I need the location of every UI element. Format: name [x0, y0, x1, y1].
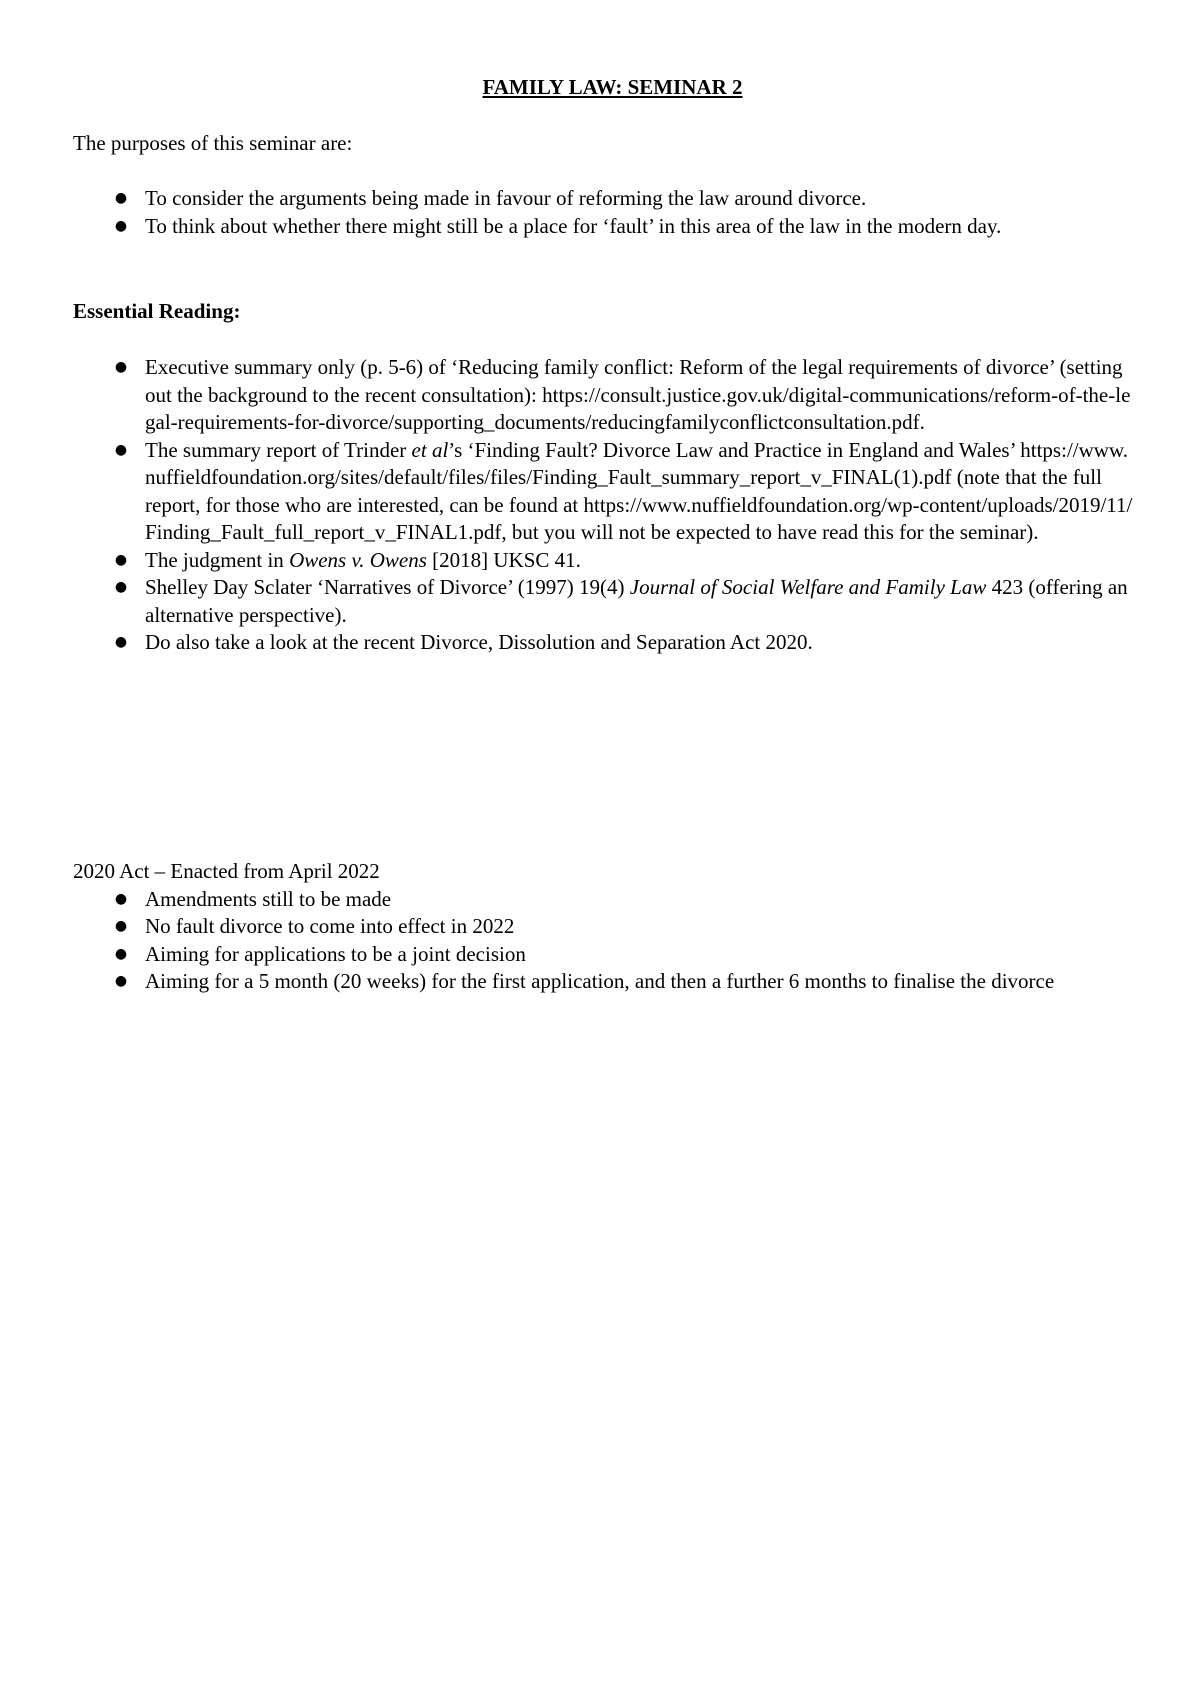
list-item: ● To think about whether there might still be a place for ‘fault’ in this area of the law in the modern day. — [73, 213, 1133, 241]
reading-list — [73, 354, 1133, 657]
list-item: ● The judgment in Owens v. Owens [2018] UKSC 41. — [73, 547, 1133, 575]
bullet-icon: ● — [114, 551, 128, 568]
full-report-link[interactable]: https://www.nuffieldfoundation.org/wp-content/uploads/2019/11/Finding_Fault_full_report_v_FINAL1.pdf — [145, 492, 1133, 544]
intro-text: The purposes of this seminar are: — [73, 131, 353, 155]
list-item: ● Do also take a look at the recent Divorce, Dissolution and Separation Act 2020. — [73, 629, 1133, 657]
summary-report-link[interactable]: https://www.nuffieldfoundation.org/sites/default/files/files/Finding_Fault_summary_report_v_FINAL(1).pdf — [145, 437, 1128, 489]
essential-reading-section — [73, 298, 1133, 326]
essential-reading-heading: Essential Reading: — [73, 299, 241, 323]
list-item: ● The summary report of Trinder et al’s ‘Finding Fault? Divorce Law and Practice in England and Wales’ https://www.nuffieldfoundation.org/sites/default/files/files/Finding_Fault_summary_report_v_FINAL(1).pdf (note that the full report, for those who are interested, can be found at https://www.nuffieldfoundation.org/wp-content/uploads/2019/11/Finding_Fault_full_report_v_FINAL1.pdf, but you will not be expected to have read this for the seminar). — [73, 437, 1133, 547]
consultation-link[interactable]: https://consult.justice.gov.uk/digital-communications/reform-of-the-legal-requirements-for-divorce/supporting_documents/reducingfamilyconflictconsultation.pdf. — [145, 382, 1131, 434]
list-item: ● Shelley Day Sclater ‘Narratives of Divorce’ (1997) 19(4) Journal of Social Welfare and Family Law 423 (offering an alternative perspective). — [73, 574, 1133, 629]
purposes-section — [73, 130, 1133, 158]
bullet-icon: ● — [114, 918, 128, 934]
bullet-icon: ● — [114, 945, 128, 962]
bullet-icon: ● — [114, 441, 128, 458]
list-item: ● Executive summary only (p. 5-6) of ‘Reducing family conflict: Reform of the legal requirements of divorce’ (setting out the background to the recent consultation): https://consult.justice.gov.uk/digital-communications/reform-of-the-legal-requirements-for-divorce/supporting_documents/reducingfamilyconflictconsultation.pdf. — [73, 354, 1133, 437]
bullet-icon: ● — [114, 890, 128, 907]
document-title: FAMILY LAW: SEMINAR 2 — [482, 75, 743, 99]
bullet-icon: ● — [114, 190, 128, 206]
act-section — [73, 858, 1133, 996]
reading-list-wrap — [73, 354, 1133, 657]
act-list — [73, 886, 1133, 996]
list-item: ● To consider the arguments being made in favour of reforming the law around divorce. — [73, 185, 1133, 213]
bullet-icon: ● — [114, 634, 128, 650]
list-item: ● Amendments still to be made — [73, 886, 1133, 914]
bullet-icon: ● — [114, 217, 128, 234]
act-heading: 2020 Act – Enacted from April 2022 — [73, 859, 380, 883]
purposes-list — [73, 185, 1133, 240]
bullet-icon: ● — [114, 579, 128, 595]
purposes-list-wrap — [73, 185, 1133, 240]
list-item: ● Aiming for applications to be a joint decision — [73, 941, 1133, 969]
bullet-icon: ● — [114, 359, 128, 375]
list-item: ● No fault divorce to come into effect in 2022 — [73, 913, 1133, 941]
list-item: ● Aiming for a 5 month (20 weeks) for the first application, and then a further 6 months to finalise the divorce — [73, 968, 1133, 996]
bullet-icon: ● — [114, 973, 128, 989]
